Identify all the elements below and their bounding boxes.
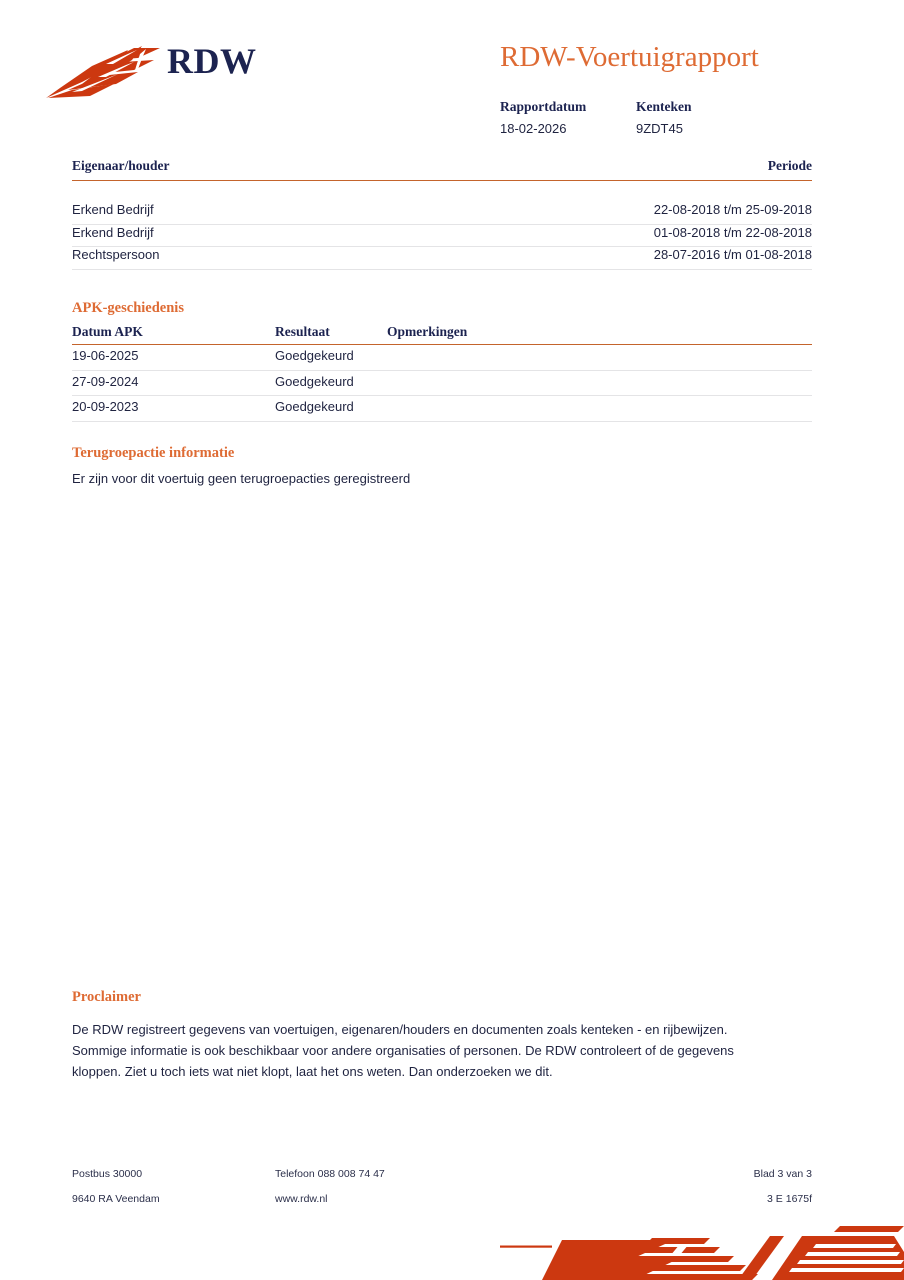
report-date-block xyxy=(500,97,636,138)
period-cell: 01-08-2018 t/m 22-08-2018 xyxy=(653,224,812,240)
table-row xyxy=(72,371,812,396)
apk-result-cell: Goedgekeurd xyxy=(275,373,354,389)
owner-cell: Erkend Bedrijf xyxy=(72,202,154,217)
footer-website[interactable]: www.rdw.nl xyxy=(275,1193,328,1205)
apk-history-section xyxy=(72,300,812,422)
table-row xyxy=(72,247,812,270)
apk-remarks-column-header: Opmerkingen xyxy=(387,324,468,340)
document-header xyxy=(0,0,904,150)
proclaimer-line: De RDW registreert gegevens van voertuigen, eigenaren/houders en documenten zoals kenteken - en rijbewijzen. xyxy=(72,1022,728,1038)
owner-section xyxy=(72,158,812,270)
owner-cell: Rechtspersoon xyxy=(72,247,160,263)
proclaimer-title: Proclaimer xyxy=(72,989,141,1005)
proclaimer-line: Sommige informatie is ook beschikbaar voor andere organisaties of personen. De RDW controleert of de gegevens xyxy=(72,1043,734,1059)
owner-table-header xyxy=(72,158,812,181)
apk-date-cell: 27-09-2024 xyxy=(72,373,139,389)
report-date-label: Rapportdatum xyxy=(500,99,587,114)
period-column-header: Periode xyxy=(767,158,812,173)
rdw-speed-lines-graphic-icon xyxy=(484,1218,904,1280)
license-plate-value: 9ZDT45 xyxy=(636,120,683,136)
document-footer xyxy=(72,1168,812,1218)
recall-section xyxy=(72,445,812,489)
license-plate-label: Kenteken xyxy=(636,99,692,114)
apk-history-title: APK-geschiedenis xyxy=(72,300,184,316)
owner-column-header: Eigenaar/houder xyxy=(72,158,170,173)
apk-table-body xyxy=(72,345,812,421)
rdw-logo xyxy=(42,38,257,100)
proclaimer-section xyxy=(72,989,772,1083)
table-row xyxy=(72,396,812,421)
report-meta xyxy=(500,97,860,138)
footer-row xyxy=(72,1168,812,1193)
rdw-wordmark: RDW xyxy=(167,41,257,81)
proclaimer-line: kloppen. Ziet u toch iets wat niet klopt, laat het ons weten. Dan onderzoeken we dit. xyxy=(72,1064,553,1080)
apk-result-column-header: Resultaat xyxy=(275,324,330,340)
license-plate-block xyxy=(636,97,816,138)
proclaimer-body xyxy=(72,1019,772,1082)
period-cell: 22-08-2018 t/m 25-09-2018 xyxy=(653,202,812,217)
owner-cell: Erkend Bedrijf xyxy=(72,224,154,240)
rdw-arrow-logo-icon xyxy=(42,44,164,100)
table-row xyxy=(72,345,812,370)
apk-date-column-header: Datum APK xyxy=(72,324,143,340)
apk-date-cell: 20-09-2023 xyxy=(72,399,139,415)
table-row xyxy=(72,202,812,225)
footer-phone: Telefoon 088 008 74 47 xyxy=(275,1168,385,1180)
apk-table-header xyxy=(72,324,812,345)
report-date-value: 18-02-2026 xyxy=(500,120,567,136)
footer-page-indicator: Blad 3 van 3 xyxy=(753,1168,812,1180)
footer-row xyxy=(72,1193,812,1218)
apk-result-cell: Goedgekeurd xyxy=(275,348,354,364)
table-row xyxy=(72,225,812,248)
apk-date-cell: 19-06-2025 xyxy=(72,348,139,364)
apk-result-cell: Goedgekeurd xyxy=(275,399,354,415)
page-title: RDW-Voertuigrapport xyxy=(500,41,759,73)
recall-text: Er zijn voor dit voertuig geen terugroepacties geregistreerd xyxy=(72,471,411,487)
footer-form-code: 3 E 1675f xyxy=(767,1193,812,1205)
footer-postbus: Postbus 30000 xyxy=(72,1168,143,1180)
period-cell: 28-07-2016 t/m 01-08-2018 xyxy=(653,247,812,263)
footer-city: 9640 RA Veendam xyxy=(72,1193,160,1205)
recall-title: Terugroepactie informatie xyxy=(72,445,235,461)
owner-table-body xyxy=(72,202,812,270)
